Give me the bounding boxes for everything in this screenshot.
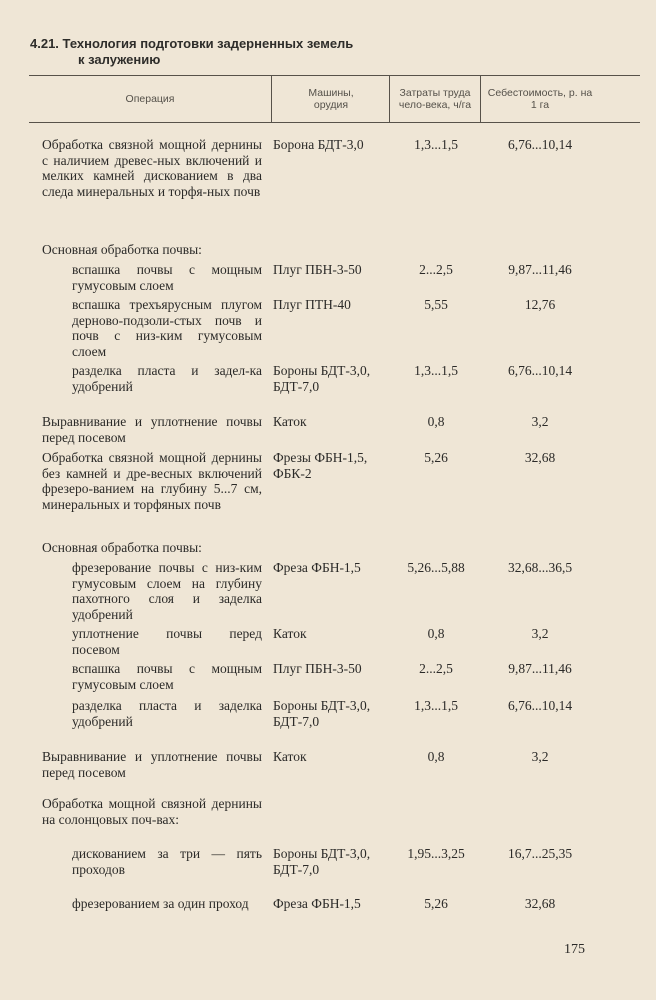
machines-cell: Бороны БДТ-3,0, БДТ-7,0 [273, 698, 371, 729]
labor-cell: 2...2,5 [419, 262, 453, 277]
cost-cell: 16,7...25,35 [507, 846, 573, 861]
labor-cell: 1,3...1,5 [414, 698, 458, 713]
table-title-line-1: 4.21. Технология подготовки задерненных земель [30, 36, 354, 51]
operation-cell: Обработка мощной связной дернины на солонцовых поч-вах: [42, 796, 262, 827]
labor-cell: 2...2,5 [419, 661, 453, 676]
cost-cell: 32,68...36,5 [507, 560, 573, 575]
labor-cell: 1,95...3,25 [407, 846, 465, 861]
operation-cell: Обработка связной мощной дернины без камней и дре-весных включений фрезеро-ванием на глубину 5...7 см, минеральных и торфяных почв [42, 450, 262, 512]
labor-cell: 5,26 [424, 450, 448, 465]
header-labor: Затраты труда чело-века, ч/га [398, 87, 472, 111]
labor-cell: 1,3...1,5 [414, 137, 458, 152]
operation-cell: Основная обработка почвы: [42, 242, 202, 257]
operation-cell: уплотнение почвы перед посевом [72, 626, 262, 657]
machines-cell: Каток [273, 414, 307, 429]
table-top-rule [29, 75, 640, 76]
cost-cell: 3,2 [531, 626, 549, 641]
labor-cell: 5,26...5,88 [407, 560, 465, 575]
machines-cell: Каток [273, 626, 307, 641]
cost-cell: 32,68 [524, 450, 556, 465]
cost-cell: 6,76...10,14 [507, 137, 573, 152]
machines-cell: Борона БДТ-3,0 [273, 137, 364, 152]
operation-cell: Обработка связной мощной дернины с наличием древес-ных включений и мелких камней дискованием в два следа минеральных и торфя-ных почв [42, 137, 262, 199]
cost-cell: 32,68 [524, 896, 556, 911]
labor-cell: 5,55 [424, 297, 448, 312]
page-number: 175 [564, 942, 585, 957]
cost-cell: 3,2 [531, 414, 549, 429]
cost-cell: 6,76...10,14 [507, 363, 573, 378]
machines-cell: Фрезы ФБН-1,5, ФБК-2 [273, 450, 368, 481]
machines-cell: Каток [273, 749, 307, 764]
machines-cell: Бороны БДТ-3,0, БДТ-7,0 [273, 363, 371, 394]
machines-cell: Плуг ПБН-3-50 [273, 661, 362, 676]
operation-cell: вспашка трехъярусным плугом дерново-подзоли-стых почв и почв с низ-ким гумусовым слоем [72, 297, 262, 359]
machines-cell: Плуг ПБН-3-50 [273, 262, 362, 277]
machines-cell: Плуг ПТН-40 [273, 297, 351, 312]
machines-cell: Бороны БДТ-3,0, БДТ-7,0 [273, 846, 371, 877]
header-operation: Операция [125, 93, 175, 105]
cost-cell: 9,87...11,46 [508, 262, 572, 277]
column-divider-2 [389, 76, 390, 122]
header-bottom-rule [29, 122, 640, 123]
labor-cell: 1,3...1,5 [414, 363, 458, 378]
labor-cell: 0,8 [427, 414, 445, 429]
cost-cell: 6,76...10,14 [507, 698, 573, 713]
cost-cell: 12,76 [524, 297, 556, 312]
operation-cell: вспашка почвы с мощным гумусовым слоем [72, 262, 262, 293]
operation-cell: фрезерованием за один проход [72, 896, 249, 911]
operation-cell: Выравнивание и уплотнение почвы перед посевом [42, 749, 262, 780]
column-divider-3 [480, 76, 481, 122]
operation-cell: разделка пласта и задел-ка удобрений [72, 363, 262, 394]
labor-cell: 0,8 [427, 626, 445, 641]
operation-cell: вспашка почвы с мощным гумусовым слоем [72, 661, 262, 692]
header-machines: Машины, орудия [308, 87, 354, 111]
table-title [30, 36, 450, 68]
cost-cell: 9,87...11,46 [508, 661, 572, 676]
machines-cell: Фреза ФБН-1,5 [273, 896, 361, 911]
labor-cell: 5,26 [424, 896, 448, 911]
cost-cell: 3,2 [531, 749, 549, 764]
operation-cell: Выравнивание и уплотнение почвы перед посевом [42, 414, 262, 445]
operation-cell: фрезерование почвы с низ-ким гумусовым слоем на глубину пахотного слоя и заделка удобрений [72, 560, 262, 622]
operation-cell: разделка пласта и заделка удобрений [72, 698, 262, 729]
column-divider-1 [271, 76, 272, 122]
header-cost: Себестоимость, р. на 1 га [487, 87, 593, 111]
operation-cell: дискованием за три — пять проходов [72, 846, 262, 877]
machines-cell: Фреза ФБН-1,5 [273, 560, 361, 575]
table-title-line-2: к залужению [78, 52, 161, 67]
labor-cell: 0,8 [427, 749, 445, 764]
operation-cell: Основная обработка почвы: [42, 540, 202, 555]
